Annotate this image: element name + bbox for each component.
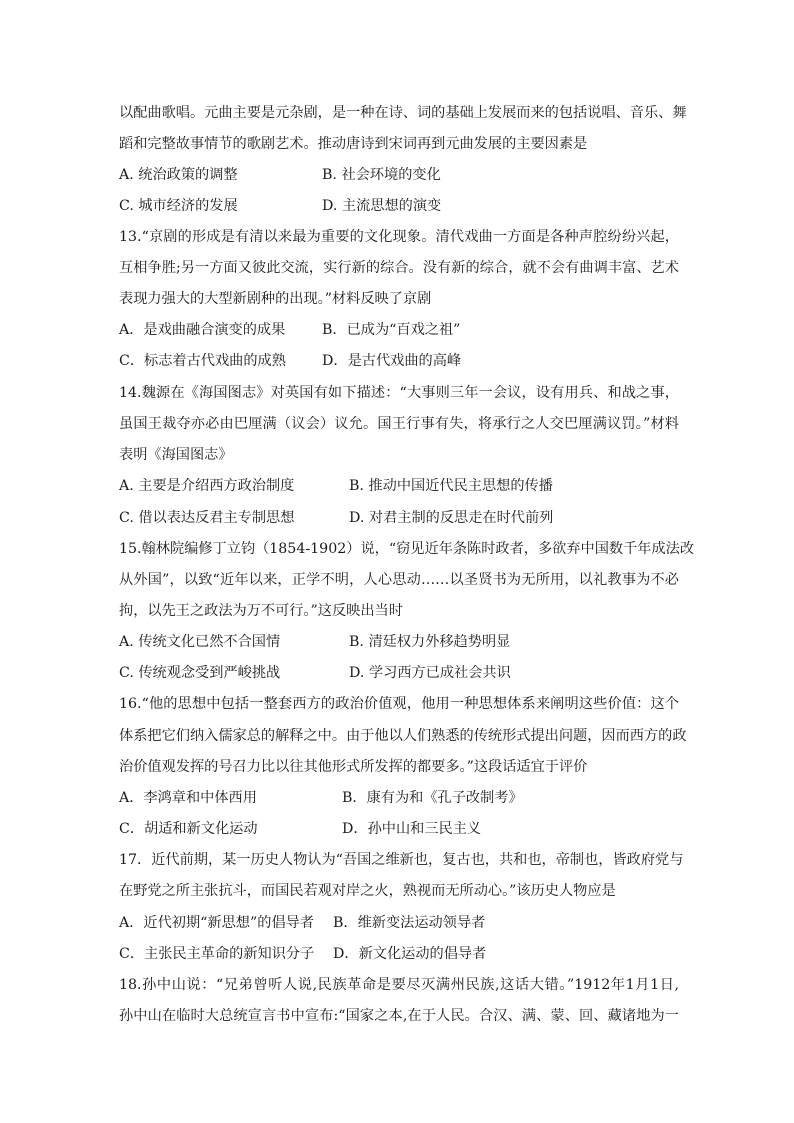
option-b[interactable]: B. 清廷权力外移趋势明显 xyxy=(349,634,511,650)
option-d[interactable]: D. 对君主制的反思走在时代前列 xyxy=(349,510,554,526)
option-d[interactable]: D．新文化运动的倡导者 xyxy=(333,946,487,962)
question-17-line: 17．近代前期，某一历史人物认为“吾国之维新也，复古也，共和也，帝制也，皆政府党与 xyxy=(119,852,684,868)
option-a[interactable]: A．是戏曲融合演变的成果 xyxy=(119,322,286,338)
option-c[interactable]: C．胡适和新文化运动 xyxy=(119,821,258,837)
question-16-line: 体系把它们纳入儒家总的解释之中。由于他以人们熟悉的传统形式提出问题，因而西方的政 xyxy=(119,728,687,744)
option-b[interactable]: B．维新变法运动领导者 xyxy=(333,915,486,931)
option-d[interactable]: D. 主流思想的演变 xyxy=(322,198,442,214)
question-13-line: 表现力强大的大型新剧种的出现。”材料反映了京剧 xyxy=(119,291,432,307)
question-14-line: 虽国王裁夺亦必由巴厘满（议会）议允。国王行事有失，将承行之人交巴厘满议罚。”材料 xyxy=(119,416,679,432)
option-d[interactable]: D. 学习西方已成社会共识 xyxy=(349,665,511,681)
question-16-line: 治价值观发挥的号召力比以往其他形式所发挥的都要多。”这段话适宜于评价 xyxy=(119,759,588,775)
question-17-line: 在野党之所主张抗斗，而国民若观对岸之火，熟视而无所动心。”该历史人物应是 xyxy=(119,883,616,899)
option-b[interactable]: B．康有为和《孔子改制考》 xyxy=(342,790,523,806)
option-d[interactable]: D．孙中山和三民主义 xyxy=(342,821,482,837)
option-a[interactable]: A．李鸿章和中体西用 xyxy=(119,790,257,806)
question-13-line: 13.“京剧的形成是有清以来最为重要的文化现象。清代戏曲一方面是各种声腔纷纷兴起， xyxy=(119,229,679,245)
question-13-line: 互相争胜;另一方面又彼此交流，实行新的综合。没有新的综合，就不会有曲调丰富、艺术 xyxy=(119,260,679,276)
question-16-line: 16.“他的思想中包括一整套西方的政治价值观，他用一种思想体系来阐明这些价值：这个 xyxy=(119,696,679,712)
question-18-line: 孙中山在临时大总统宣言书中宣布:“国家之本,在于人民。合汉、满、蒙、回、藏诸地为一 xyxy=(119,1008,679,1024)
option-c[interactable]: C. 城市经济的发展 xyxy=(119,198,238,214)
option-a[interactable]: A. 主要是介绍西方政治制度 xyxy=(119,478,295,494)
option-b[interactable]: B. 推动中国近代民主思想的传播 xyxy=(349,478,553,494)
option-d[interactable]: D．是古代戏曲的高峰 xyxy=(322,353,462,369)
question-15-line: 从外国”，以致“近年以来，正学不明，人心思动……以圣贤书为无所用，以礼教事为不必 xyxy=(119,572,679,588)
question-15-line: 15.翰林院编修丁立钧（1854-1902）说，“窃见近年条陈时政者，多欲弃中国数千年成法改 xyxy=(119,541,695,557)
option-c[interactable]: C. 借以表达反君主专制思想 xyxy=(119,510,295,526)
option-a[interactable]: A．近代初期“新思想”的倡导者 xyxy=(119,915,315,931)
question-15-line: 拘，以先王之政法为万不可行。”这反映出当时 xyxy=(119,603,403,619)
option-a[interactable]: A. 传统文化已然不合国情 xyxy=(119,634,281,650)
option-c[interactable]: C. 传统观念受到严峻挑战 xyxy=(119,665,281,681)
question-14-line: 表明《海国图志》 xyxy=(119,447,233,463)
option-b[interactable]: B．已成为“百戏之祖” xyxy=(322,322,461,338)
question-text-line: 蹈和完整故事情节的歌剧艺术。推动唐诗到宋词再到元曲发展的主要因素是 xyxy=(119,136,588,152)
option-b[interactable]: B. 社会环境的变化 xyxy=(322,167,441,183)
option-a[interactable]: A. 统治政策的调整 xyxy=(119,167,238,183)
question-18-line: 18.孙中山说：“兄弟曾听人说,民族革命是要尽灭满州民族,这话大错。”1912年1月1日, xyxy=(119,977,679,993)
option-c[interactable]: C．标志着古代戏曲的成熟 xyxy=(119,353,286,369)
question-text-line: 以配曲歌唱。元曲主要是元杂剧，是一种在诗、词的基础上发展而来的包括说唱、音乐、舞 xyxy=(119,105,687,121)
option-c[interactable]: C．主张民主革命的新知识分子 xyxy=(119,946,315,962)
question-14-line: 14.魏源在《海国图志》对英国有如下描述：“大事则三年一会议，设有用兵、和战之事， xyxy=(119,385,679,401)
